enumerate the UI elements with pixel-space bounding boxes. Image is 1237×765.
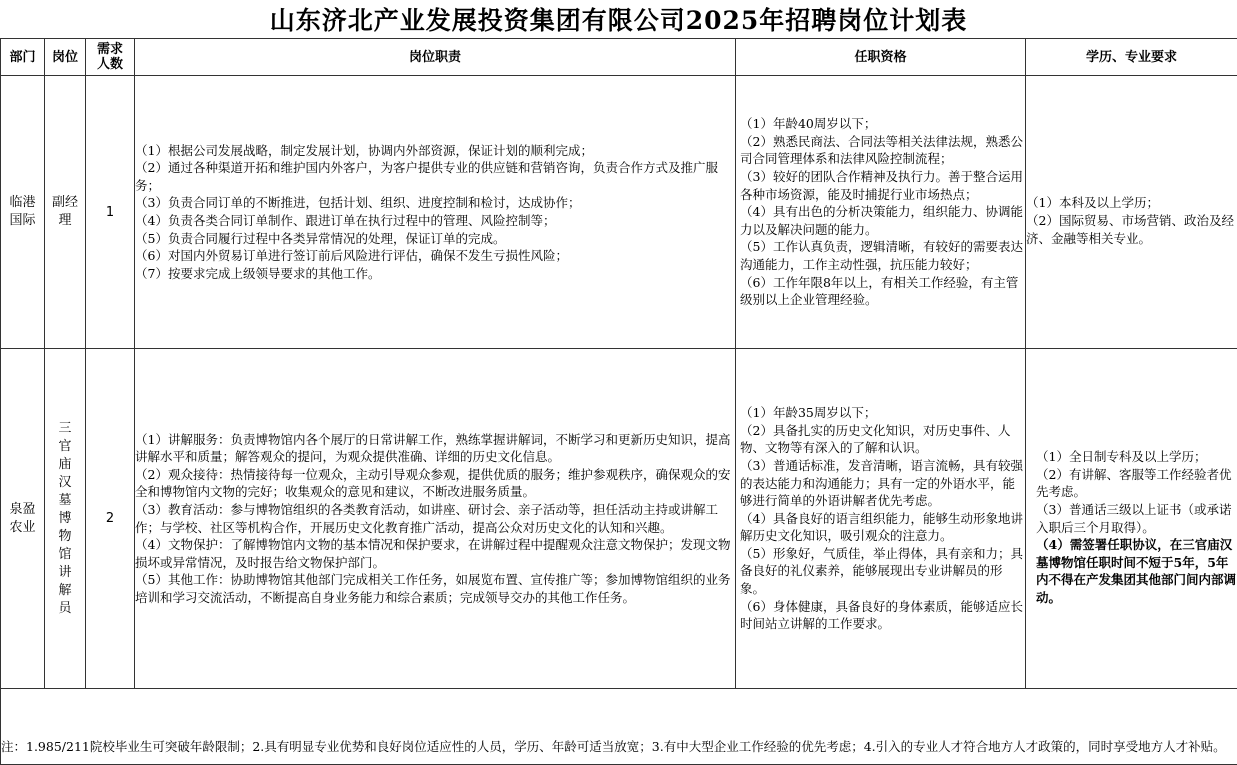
header-dept: 部门 — [1, 39, 45, 76]
qualifications-cell: （1）年龄40周岁以下； （2）熟悉民商法、合同法等相关法律法规，熟悉公司合同管理体系和法律风险控制流程； （3）较好的团队合作精神及执行力。善于整合运用各种市场资源，能及时捕捉行业市场热点； （4）具有出色的分析决策能力，组织能力、协调能力以及解决问题的能力。 （5）工作认真负责，逻辑清晰，有较好的需要表达沟通能力，工作主动性强，抗压能力较好； （6）工作年限8年以上，有相关工作经验，有主管级别以上企业管理经验。 — [736, 76, 1026, 349]
education-cell — [1026, 349, 1237, 689]
header-duties: 岗位职责 — [135, 39, 736, 76]
education-text: （1）本科及以上学历； （2）国际贸易、市场营销、政治及经济、金融等相关专业。 — [1026, 195, 1234, 246]
education-text: （1）全日制专科及以上学历； （2）有讲解、客服等工作经验者优先考虑。 （3）普通话三级以上证书（或承诺入职后三个月取得）。 — [1036, 449, 1232, 535]
footnote: 注：1.985/211院校毕业生可突破年龄限制；2.具有明显专业优势和良好岗位适应性的人员，学历、年龄可适当放宽；3.有中大型企业工作经验的优先考虑；4.引入的专业人才符合地方人才政策的，同时享受地方人才补贴。 — [1, 739, 1226, 754]
note-row — [1, 689, 1237, 765]
header-count: 需求人数 — [86, 39, 135, 76]
page-title: 山东济北产业发展投资集团有限公司2025年招聘岗位计划表 — [269, 6, 968, 35]
qualifications-cell: （1）年龄35周岁以下； （2）具备扎实的历史文化知识，对历史事件、人物、文物等有深入的了解和认识。 （3）普通话标准，发音清晰，语言流畅，具有较强的表达能力和沟通能力；具有一定的外语水平，能够进行简单的外语讲解者优先考虑。 （4）具备良好的语言组织能力，能够生动形象地讲解历史文化知识，吸引观众的注意力。 （5）形象好，气质佳，举止得体，具有亲和力；具备良好的礼仪素养，能够展现出专业讲解员的形象。 （6）身体健康，具备良好的身体素质，能够适应长时间站立讲解的工作要求。 — [736, 349, 1026, 689]
header-post: 岗位 — [45, 39, 86, 76]
dept-cell: 泉盈农业 — [1, 349, 45, 689]
duties-cell: （1）讲解服务：负责博物馆内各个展厅的日常讲解工作，熟练掌握讲解词，不断学习和更新历史知识，提高讲解水平和质量；解答观众的提问，为观众提供准确、详细的历史文化信息。 （2）观众接待：热情接待每一位观众，主动引导观众参观，提供优质的服务；维护参观秩序，确保观众的安全和博物馆内文物的完好；收集观众的意见和建议，不断改进服务质量。 （3）教育活动：参与博物馆组织的各类教育活动，如讲座、研讨会、亲子活动等，担任活动主持或讲解工作；与学校、社区等机构合作，开展历史文化教育推广活动，提高公众对历史文化的认知和兴趣。 （4）文物保护：了解博物馆内文物的基本情况和保护要求，在讲解过程中提醒观众注意文物保护；发现文物损坏或异常情况，及时报告给文物保护部门。 （5）其他工作：协助博物馆其他部门完成相关工作任务，如展览布置、宣传推广等；参加博物馆组织的业务培训和学习交流活动，不断提高自身业务能力和综合素质；完成领导交办的其他工作任务。 — [135, 349, 736, 689]
table-row — [1, 349, 1237, 689]
duties-cell: （1）根据公司发展战略，制定发展计划，协调内外部资源，保证计划的顺利完成； （2）通过各种渠道开拓和维护国内外客户，为客户提供专业的供应链和营销咨询，负责合作方式及推广服务； （3）负责合同订单的不断推进，包括计划、组织、进度控制和检讨，达成协作； （4）负责各类合同订单制作、跟进订单在执行过程中的管理、风险控制等； （5）负责合同履行过程中各类异常情况的处理，保证订单的完成。 （6）对国内外贸易订单进行签订前后风险进行评估，确保不发生亏损性风险； （7）按要求完成上级领导要求的其他工作。 — [135, 76, 736, 349]
dept-cell: 临港国际 — [1, 76, 45, 349]
note-cell — [1, 689, 1237, 765]
post-cell: 三官庙汉墓博物馆讲解员 — [45, 349, 86, 689]
header-qualifications: 任职资格 — [736, 39, 1026, 76]
header-row — [1, 39, 1237, 76]
count-cell: 1 — [86, 76, 135, 349]
education-cell — [1026, 76, 1237, 349]
header-education: 学历、专业要求 — [1026, 39, 1237, 76]
count-cell: 2 — [86, 349, 135, 689]
post-cell: 副经理 — [45, 76, 86, 349]
education-bold-text: （4）需签署任职协议，在三官庙汉墓博物馆任职时间不短于5年，5年内不得在产发集团其他部门间内部调动。 — [1036, 537, 1237, 605]
recruitment-table — [0, 38, 1237, 765]
table-row — [1, 76, 1237, 349]
